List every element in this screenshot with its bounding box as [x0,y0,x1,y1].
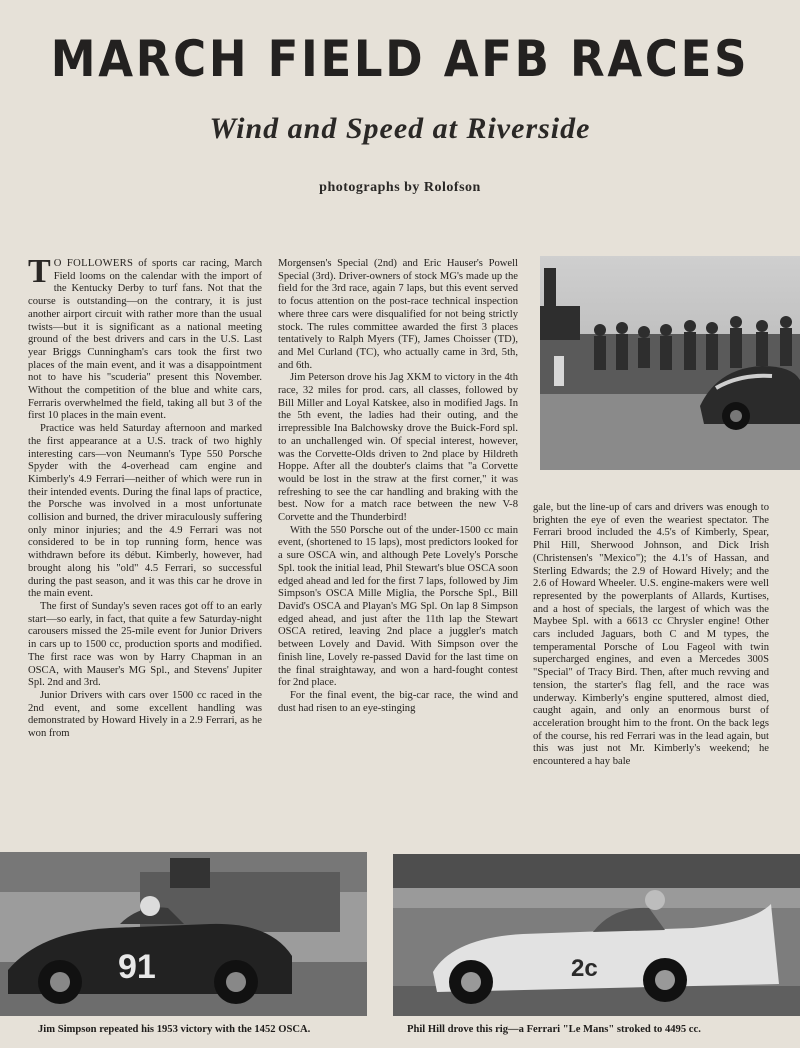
body-column-3 [533,502,769,822]
car-number: 2c [571,955,598,982]
paragraph: gale, but the line-up of cars and drivers was enough to brighten the eye of even the weariest spectator. The Ferrari brood included the 4.5's of Kimberly, Spear, Phil Hill, Sherwood Johnson, and Dick Irish (Christensen's "Mexico"); the 4.1's of Hassan, and Sterling Edwards; the 2.9 of Howard Hively; and the 2.6 of Howard Wheeler. U.S. engine-makers were well represented by the powerplants of Allards, Kurtises, and a host of specials, the largest of which was the Maybee Spl. with a 6613 cc Chrysler engine! Other cars included Jaguars, both C and M types, the temperamental Porsche of Lou Fageol with twin supercharged engines, and even a Mercedes 300S "Special" of Tracy Bird. Then, after much revving and tension, the starter's flag fell, and the race was underway. Kimberly's engine sputtered, almost died, caught again, and only an enormous burst of acceleration brought him to the front. On the back legs of the course, his red Ferrari was in the lead again, but this was just not Mr. Kimberly's weekend; he encountered a hay bale [533,502,769,768]
paragraph: Junior Drivers with cars over 1500 cc raced in the 2nd event, and some excellent handling was demonstrated by Howard Hively in a 2.9 Ferrari, as he won from [28,689,262,740]
paragraph: With the 550 Porsche out of the under-1500 cc main event, (shortened to 15 laps), most predictors looked for a sure OSCA win, and although Pete Lovely's Porsche Spl. took the initial lead, Phil Stewart's blue OSCA soon edged ahead and led for the first 7 laps, followed by Jim Simpson's OSCA Mille Miglia, the Porsche Spl., Bill David's OSCA and Playan's MG Spl. On lap 8 Simpson edged ahead, and just after the 11th lap the Stewart OSCA retired, leaving 2nd place a juggler's match between Lovely and David. With Simpson over the finish line, Lovely re-passed David for the last time on the final straightaway, and won a hard-fought contest for 2nd place. [278,524,518,689]
lead-in: O FOLLOWERS [53,258,134,269]
photo-caption-left: Jim Simpson repeated his 1953 victory with the 1452 OSCA. [38,1024,311,1035]
paragraph: Practice was held Saturday afternoon and marked the first appearance at a U.S. track of two highly interesting cars—von Neumann's Type 550 Porsche Spyder with the 4-overhead cam engine and Kimberly's 4.9 Ferrari—neither of which were run in their intended events. During the final laps of practice, the Porsche was involved in a most unfortunate collision and burned, the driver miraculously suffering only minor injuries; and the 4.9 Ferrari was not considered to be in top running form, hence was withdrawn before its début. Kimberly, however, had brought along his "old" 4.5 Ferrari, so successful during the past season, and it was this car he drove in the main event. [28,423,262,600]
photo-caption-right: Phil Hill drove this rig—a Ferrari "Le Mans" stroked to 4495 cc. [407,1024,701,1035]
paragraph: The first of Sunday's seven races got off to an early start—so early, in fact, that quite a few Saturday-night carousers missed the 25-mile event for Junior Drivers in cars up to 1500 cc, production sports and modified. The first race was won by Harry Chapman in an OSCA, with Mauser's MG Spl., and Stevens' Jupiter Spl. 2nd and 3rd. [28,600,262,689]
body-column-1 [28,258,262,818]
drop-cap: T [28,258,51,290]
paragraph: For the final event, the big-car race, the wind and dust had risen to an eye-stinging [278,689,518,714]
crowd-race-photo [540,256,800,470]
paragraph: Jim Peterson drove his Jag XKM to victory in the 4th race, 32 miles for prod. cars, all classes, followed by Bill Miller and Loyal Katskee, also in modified Jags. In the 5th event, the ladies had their outing, and the irrepressible Ina Balchowsky drove the Buick-Ford spl. to an unchallenged win. Of special interest, however, was the Corvette-Olds driven to 2nd place by Hildreth Hoppe. After all the doubter's claims that "a Corvette would be lost in the straw at the first corner," it was refreshing to see the car handling and braking with the best. Now for a match race between the new V-8 Corvette and the Thunderbird! [278,372,518,524]
body-column-2 [278,258,518,818]
ferrari-race-car-photo [393,854,800,1016]
osca-race-car-photo [0,852,367,1016]
car-number: 91 [118,948,156,986]
article-headline: MARCH FIELD AFB RACES [50,30,750,88]
paragraph [28,258,262,423]
paragraph-text: of sports car racing, March Field looms on the calendar with the import of the Kentucky Derby to turf fans. Not that the course is outstanding—on the contrary, it is just another airport circuit with rather more than the usual twists—but it is significant as a national meeting ground of the best drivers and cars in the U.S. Last year Briggs Cunningham's cars took the first two places of the main event, and it was a disappointment not to have his "scuderia" present this November. Without the competition of the blue and white cars, Ferraris overwhelmed the field, taking all but 3 of the first 10 places in the main event. [28,258,262,422]
paragraph: Morgensen's Special (2nd) and Eric Hauser's Powell Special (3rd). Driver-owners of stock MG's made up the field for the 3rd race, again 7 laps, but this event served to focus attention on the post-race technical inspection where three cars were disqualified for not being strictly stock. The rules committee awarded the first 3 places tentatively to Ralph Myers (TF), James Choisser (TD), and Mel Curland (TC), who actually came in 3rd, 5th, and 6th. [278,258,518,371]
article-subheadline: Wind and Speed at Riverside [209,112,591,145]
photo-credit: photographs by Rolofson [319,180,481,195]
